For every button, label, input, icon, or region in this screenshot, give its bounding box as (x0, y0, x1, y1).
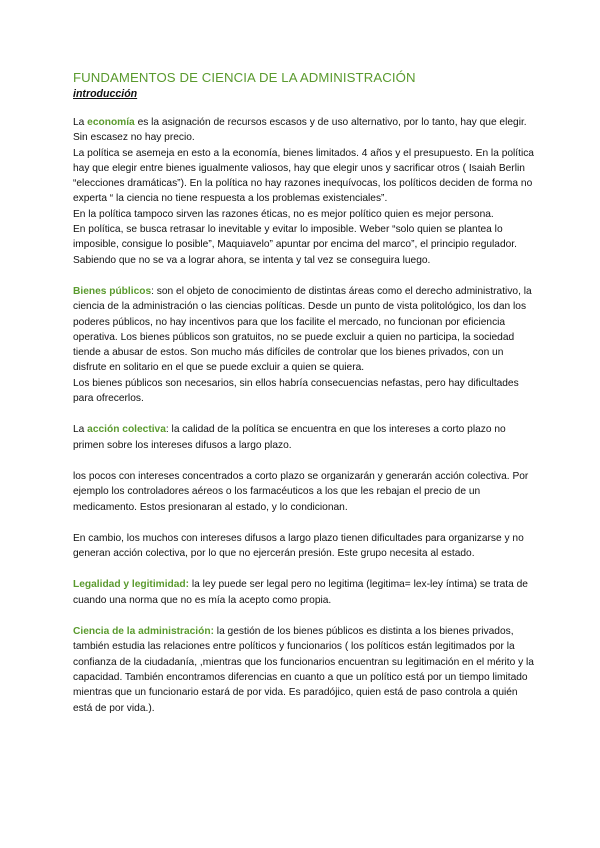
text-run: La (73, 117, 88, 128)
paragraph-politica-economia: La política se asemeja en esto a la economía, bienes limitados. 4 años y el presupuesto. En la política hay que elegir entre bienes igualmente valiosos, hay que elegir unos y sacrificar otros ( Isaiah Berlin “elecciones dramáticas”). En la política no hay razones inequívocas, los políticos deciden de forma no experta “ la ciencia no tiene respuesta a los problemas existenciales”. (73, 147, 534, 205)
document-content (73, 69, 535, 716)
paragraph-accion-colectiva (73, 422, 535, 453)
keyword-ciencia-administracion: Ciencia de la administración: (73, 626, 214, 638)
document-title: FUNDAMENTOS DE CIENCIA DE LA ADMINISTRACIÓN (73, 70, 416, 85)
paragraph-economia (73, 115, 535, 146)
paragraph-lo-imposible: En política, se busca retrasar lo inevitable y evitar lo imposible. Weber “solo quien se plantea lo imposible, consigue lo posible”, Maquiavelo” apuntar por encima del marco”, el principio regulador. Sabiendo que no se va a lograr ahora, se intenta y tal vez se conseguira luego. (73, 224, 517, 266)
text-run: : son el objeto de conocimiento de distintas áreas como el derecho administrativo, la ciencia de la administración o las ciencias políticas. Desde un punto de vista politológico, los dan los poderes públicos, no hay incentivos para que los facilite el mercado, no funcionan por eficiencia operativa. Los bienes públicos son gratuitos, no se puede excluir a quien no participa, la sociedad tiende a abusar de estos. Son mucho más difíciles de controlar que los bienes privados, con un disfrute en solitario en el que se puede excluir a quien se quiera. (73, 285, 532, 374)
text-run: la ley puede ser legal pero no legitima (legitima= lex-ley íntima) se trata de cuando una norma que no es mía la acepto como propia. (73, 579, 528, 606)
keyword-economia: economía (87, 117, 135, 128)
paragraph-bienes-publicos (73, 284, 535, 376)
paragraph-intereses-difusos: En cambio, los muchos con intereses difusos a largo plazo tienen dificultades para organizarse y no generan acción colectiva, por lo que no ejercerán presión. Este grupo necesita al estado. (73, 532, 524, 560)
keyword-accion-colectiva: acción colectiva (87, 424, 166, 436)
section-heading-introduccion: introducción (73, 88, 138, 100)
text-run: es la asignación de recursos escasos y de uso alternativo, por lo tanto, hay que elegir. Sin escasez no hay precio. (73, 117, 527, 144)
paragraph-legalidad-legitimidad (73, 577, 535, 608)
paragraph-ciencia-administracion (73, 624, 535, 716)
paragraph-intereses-concentrados: los pocos con intereses concentrados a corto plazo se organizarán y generarán acción colectiva. Por ejemplo los controladores aéreos o los farmacéuticos a los que les rebajan el precio de un medicamento. Estos presionaran al estado, y lo condicionan. (73, 470, 529, 513)
text-run: : la calidad de la política se encuentra en que los intereses a corto plazo no primen sobre los intereses difusos a largo plazo. (73, 424, 506, 451)
keyword-legalidad-legitimidad: Legalidad y legitimidad: (73, 579, 190, 591)
keyword-bienes-publicos: Bienes públicos (73, 285, 152, 297)
text-run: La (73, 424, 88, 436)
text-run: la gestión de los bienes públicos es distinta a los bienes privados, también estudia las relaciones entre políticos y funcionarios ( los políticos están legitimados por la confianza de la ciudadanía, ,mientras que los funcionarios encuentran su legitimación en el mérito y la capacidad. También encontramos diferencias en cuanto a que un político está por un tiempo limitado mientras que un funcionario estará de por vida. Es paradójico, quien está de paso controla a quién está de por vida.). (73, 626, 534, 714)
paragraph-bienes-necesarios: Los bienes públicos son necesarios, sin ellos habría consecuencias nefastas, pero hay dificultades para ofrecerlos. (73, 377, 519, 405)
paragraph-razones-eticas: En la política tampoco sirven las razones éticas, no es mejor político quien es mejor persona. (73, 208, 494, 220)
